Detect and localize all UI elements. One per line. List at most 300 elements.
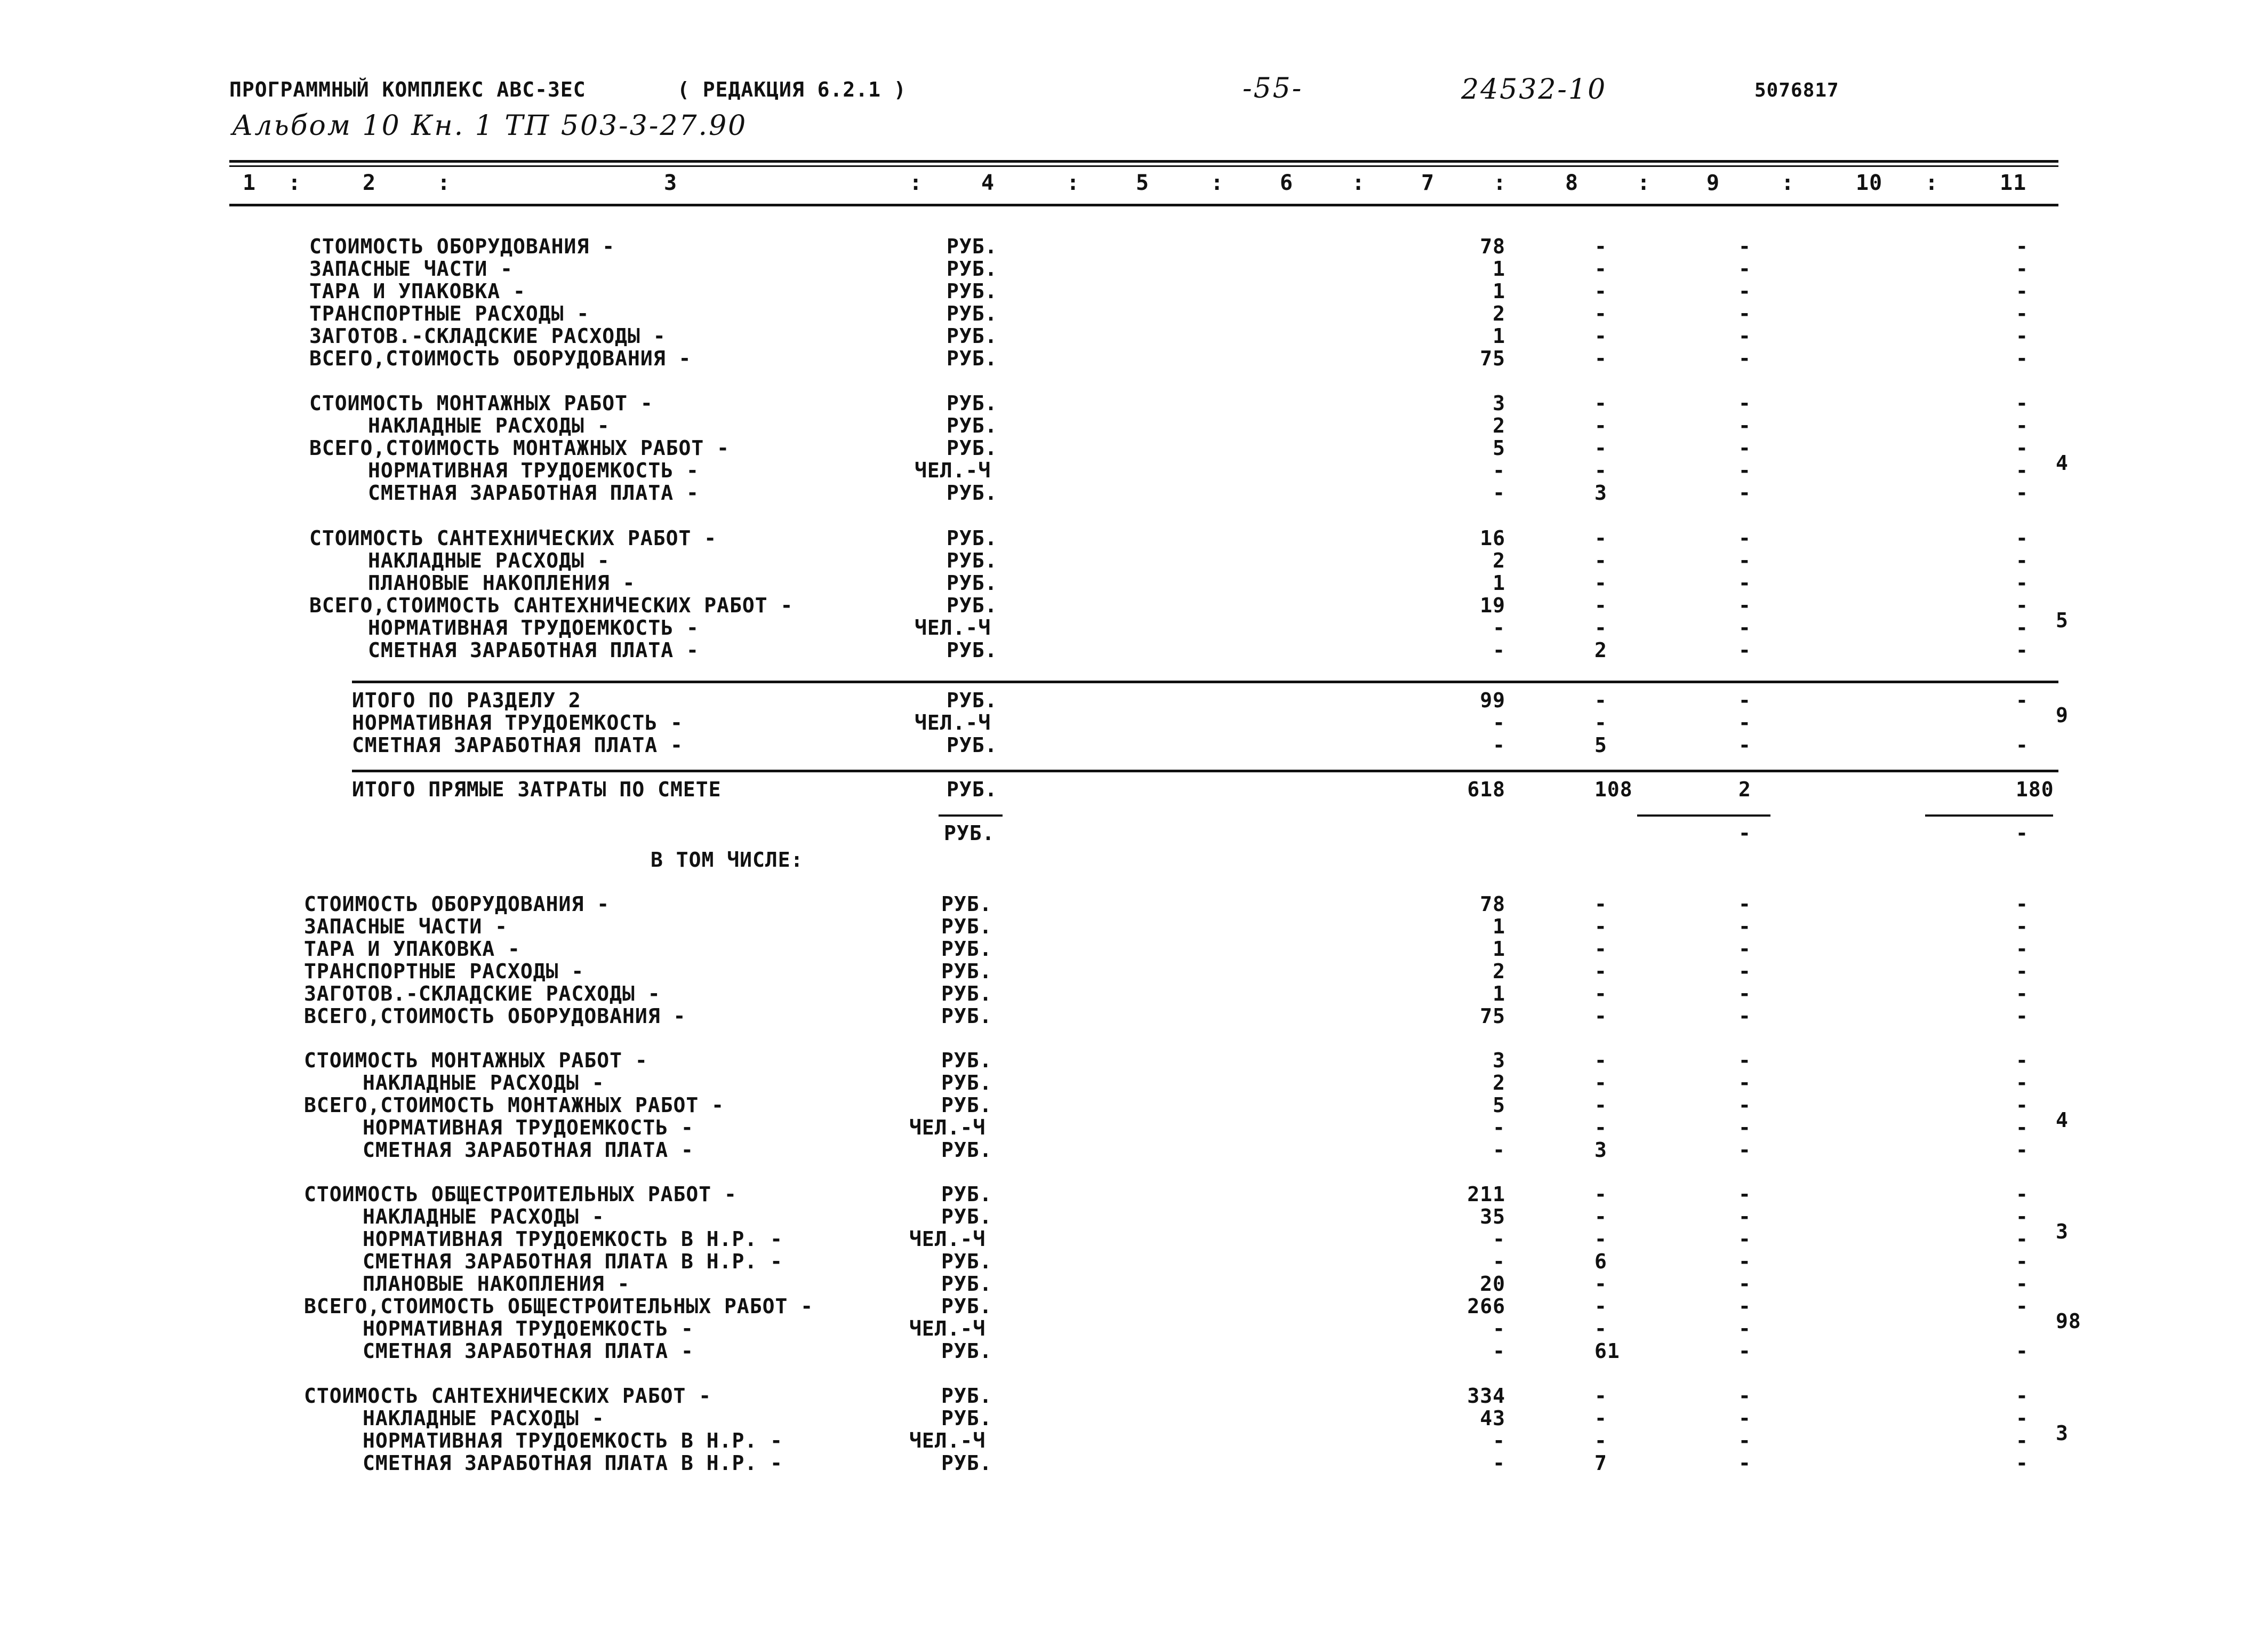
row-unit: РУБ. — [941, 1384, 992, 1408]
col8-value: 2 — [1594, 638, 1607, 662]
col8-value: - — [1594, 526, 1607, 550]
col9-value: - — [1738, 1317, 1751, 1340]
row-unit: РУБ. — [941, 1339, 992, 1363]
col11-value: - — [2016, 638, 2029, 662]
col8-value: - — [1594, 324, 1607, 348]
col8-value: - — [1594, 982, 1607, 1005]
col11-value: - — [2016, 982, 2029, 1005]
col7-value: 99 — [1480, 689, 1505, 712]
row-label: ПЛАНОВЫЕ НАКОПЛЕНИЯ - — [363, 1272, 630, 1296]
row-unit: РУБ. — [947, 549, 998, 572]
col11-subvalue: 3 — [2056, 1220, 2069, 1243]
row-unit: РУБ. — [947, 689, 998, 712]
col8-value: - — [1594, 689, 1607, 712]
col8-value: - — [1594, 1295, 1607, 1318]
col11-value: - — [2016, 689, 2029, 712]
col7-value: - — [1493, 481, 1505, 505]
row-label: СМЕТНАЯ ЗАРАБОТНАЯ ПЛАТА - — [363, 1138, 694, 1162]
row-label: ТРАНСПОРТНЫЕ РАСХОДЫ - — [304, 960, 584, 983]
col9-value: - — [1738, 414, 1751, 437]
row-unit: РУБ. — [941, 1250, 992, 1273]
col11-value: - — [2016, 1407, 2029, 1430]
row-label: НОРМАТИВНАЯ ТРУДОЕМКОСТЬ - — [363, 1116, 694, 1139]
col7-value: 20 — [1480, 1272, 1505, 1296]
col7-value: - — [1493, 1451, 1505, 1475]
row-unit: ЧЕЛ.-Ч — [915, 711, 991, 734]
col7-value: 78 — [1480, 235, 1505, 258]
col9-value: - — [1738, 391, 1751, 415]
col7-value: 334 — [1467, 1384, 1505, 1408]
col9-value: - — [1738, 1116, 1751, 1139]
column-separator: : — [1781, 171, 1795, 195]
column-header-10: 10 — [1856, 171, 1883, 195]
col8-value: - — [1594, 1384, 1607, 1408]
column-separator: : — [437, 171, 451, 195]
col9-value: - — [1738, 1071, 1751, 1094]
col9-value: - — [1738, 1272, 1751, 1296]
row-label: В ТОМ ЧИСЛЕ: — [651, 848, 804, 872]
row-unit: РУБ. — [947, 279, 998, 303]
row-unit: РУБ. — [947, 571, 998, 595]
col11-subvalue: 4 — [2056, 451, 2069, 475]
row-unit: РУБ. — [947, 733, 998, 757]
col7-value: 35 — [1480, 1205, 1505, 1228]
column-separator: : — [1493, 171, 1507, 195]
col11-subvalue: 5 — [2056, 609, 2069, 632]
row-unit: РУБ. — [941, 1182, 992, 1206]
row-unit: РУБ. — [947, 436, 998, 460]
col7-value: 5 — [1493, 1093, 1505, 1117]
col9-value: - — [1738, 1250, 1751, 1273]
col8-value: 61 — [1594, 1339, 1620, 1363]
col7-value: - — [1493, 1339, 1505, 1363]
col11-value: - — [2016, 1227, 2029, 1251]
col11-value: - — [2016, 1004, 2029, 1028]
grand-total-rule — [352, 770, 2058, 772]
col7-value: 75 — [1480, 1004, 1505, 1028]
col8-value: - — [1594, 436, 1607, 460]
row-unit: ЧЕЛ.-Ч — [909, 1227, 986, 1251]
col7-value: - — [1493, 638, 1505, 662]
col11-value: - — [2016, 594, 2029, 617]
col9-value: - — [1738, 1295, 1751, 1318]
col7-value: 618 — [1467, 778, 1505, 801]
col9-value: - — [1738, 1004, 1751, 1028]
col9-value: - — [1738, 616, 1751, 640]
col9-value: - — [1738, 1093, 1751, 1117]
col11-value: - — [2016, 414, 2029, 437]
row-label: НОРМАТИВНАЯ ТРУДОЕМКОСТЬ В Н.Р. - — [363, 1429, 783, 1452]
column-header-4: 4 — [981, 171, 995, 195]
col11-value: - — [2016, 1071, 2029, 1094]
col11-value: - — [2016, 1250, 2029, 1273]
col7-value: 16 — [1480, 526, 1505, 550]
row-label: НОРМАТИВНАЯ ТРУДОЕМКОСТЬ - — [352, 711, 683, 734]
row-unit: РУБ. — [947, 526, 998, 550]
col11-value: - — [2016, 1182, 2029, 1206]
row-unit: ЧЕЛ.-Ч — [909, 1429, 986, 1452]
col9-value: - — [1738, 892, 1751, 916]
row-label: ВСЕГО,СТОИМОСТЬ МОНТАЖНЫХ РАБОТ - — [309, 436, 730, 460]
col7-value: - — [1493, 1227, 1505, 1251]
row-label: ЗАПАСНЫЕ ЧАСТИ - — [304, 915, 508, 938]
row-unit: РУБ. — [941, 1004, 992, 1028]
row-unit: ЧЕЛ.-Ч — [915, 459, 991, 482]
col9-value: - — [1738, 982, 1751, 1005]
col9-value: - — [1738, 481, 1751, 505]
row-unit: ЧЕЛ.-Ч — [915, 616, 991, 640]
col11-value: - — [2016, 302, 2029, 325]
col9-value: - — [1738, 279, 1751, 303]
col7-value: - — [1493, 1138, 1505, 1162]
col9-value: - — [1738, 1227, 1751, 1251]
header-rule-bottom — [229, 204, 2058, 206]
row-label: НОРМАТИВНАЯ ТРУДОЕМКОСТЬ - — [368, 616, 699, 640]
col7-value: 1 — [1493, 937, 1505, 961]
col7-value: 5 — [1493, 436, 1505, 460]
col9-value: - — [1738, 302, 1751, 325]
row-unit: РУБ. — [947, 257, 998, 281]
col8-value: - — [1594, 391, 1607, 415]
col9-value: - — [1738, 436, 1751, 460]
column-separator: : — [1352, 171, 1366, 195]
col9-value: - — [1738, 347, 1751, 370]
row-unit: РУБ. — [947, 324, 998, 348]
col8-value: - — [1594, 235, 1607, 258]
col11-value: - — [2016, 324, 2029, 348]
col11-subvalue: 98 — [2056, 1309, 2081, 1333]
row-unit: РУБ. — [941, 960, 992, 983]
col11-subvalue: 4 — [2056, 1108, 2069, 1132]
col8-value: - — [1594, 1407, 1607, 1430]
row-label: НАКЛАДНЫЕ РАСХОДЫ - — [363, 1205, 605, 1228]
row-unit: РУБ. — [941, 1049, 992, 1072]
row-label: НАКЛАДНЫЕ РАСХОДЫ - — [363, 1071, 605, 1094]
col11-value: 180 — [2016, 778, 2054, 801]
col11-value: - — [2016, 892, 2029, 916]
row-label: ЗАГОТОВ.-СКЛАДСКИЕ РАСХОДЫ - — [309, 324, 666, 348]
row-label: СТОИМОСТЬ САНТЕХНИЧЕСКИХ РАБОТ - — [309, 526, 717, 550]
row-label: СМЕТНАЯ ЗАРАБОТНАЯ ПЛАТА - — [368, 481, 699, 505]
row-label: СМЕТНАЯ ЗАРАБОТНАЯ ПЛАТА - — [363, 1339, 694, 1363]
row-unit: РУБ. — [947, 594, 998, 617]
col8-value: - — [1594, 1004, 1607, 1028]
column-separator: : — [1067, 171, 1080, 195]
col7-value: 266 — [1467, 1295, 1505, 1318]
col11-value: - — [2016, 459, 2029, 482]
column-header-3: 3 — [664, 171, 678, 195]
col9-value: - — [1738, 915, 1751, 938]
row-unit: РУБ. — [941, 1071, 992, 1094]
row-unit: РУБ. — [941, 1093, 992, 1117]
row-label: ТРАНСПОРТНЫЕ РАСХОДЫ - — [309, 302, 590, 325]
row-label: ВСЕГО,СТОИМОСТЬ ОБОРУДОВАНИЯ - — [309, 347, 692, 370]
col9-underline — [1637, 814, 1770, 817]
row-unit: ЧЕЛ.-Ч — [909, 1317, 986, 1340]
col11-value: - — [2016, 526, 2029, 550]
col9-value: - — [1738, 821, 1751, 845]
col9-value: - — [1738, 1339, 1751, 1363]
col8-value: - — [1594, 915, 1607, 938]
row-label: СТОИМОСТЬ МОНТАЖНЫХ РАБОТ - — [304, 1049, 648, 1072]
col7-value: - — [1493, 1250, 1505, 1273]
col9-value: - — [1738, 571, 1751, 595]
col11-value: - — [2016, 347, 2029, 370]
col11-value: - — [2016, 279, 2029, 303]
col11-value: - — [2016, 391, 2029, 415]
col7-value: 2 — [1493, 414, 1505, 437]
row-label: НОРМАТИВНАЯ ТРУДОЕМКОСТЬ В Н.Р. - — [363, 1227, 783, 1251]
col11-value: - — [2016, 960, 2029, 983]
row-label: СТОИМОСТЬ ОБОРУДОВАНИЯ - — [304, 892, 610, 916]
row-unit: РУБ. — [947, 391, 998, 415]
col8-value: - — [1594, 937, 1607, 961]
col7-value: 2 — [1493, 549, 1505, 572]
col7-value: 19 — [1480, 594, 1505, 617]
row-label: ВСЕГО,СТОИМОСТЬ МОНТАЖНЫХ РАБОТ - — [304, 1093, 724, 1117]
row-label: ТАРА И УПАКОВКА - — [309, 279, 526, 303]
col11-value: - — [2016, 1339, 2029, 1363]
col8-value: - — [1594, 960, 1607, 983]
col8-value: - — [1594, 549, 1607, 572]
col7-value: 1 — [1493, 571, 1505, 595]
col9-value: - — [1738, 324, 1751, 348]
col9-value: - — [1738, 1049, 1751, 1072]
row-label: ИТОГО ПРЯМЫЕ ЗАТРАТЫ ПО СМЕТЕ — [352, 778, 722, 801]
row-label: ПЛАНОВЫЕ НАКОПЛЕНИЯ - — [368, 571, 636, 595]
doc-code: 5076817 — [1754, 79, 1839, 101]
col9-value: - — [1738, 638, 1751, 662]
col8-value: 3 — [1594, 481, 1607, 505]
album-reference: Альбом 10 Кн. 1 ТП 503-3-27.90 — [232, 110, 748, 142]
col8-value: - — [1594, 459, 1607, 482]
row-label: СМЕТНАЯ ЗАРАБОТНАЯ ПЛАТА - — [368, 638, 699, 662]
col8-value: - — [1594, 1116, 1607, 1139]
col8-value: - — [1594, 892, 1607, 916]
col7-value: 1 — [1493, 279, 1505, 303]
row-label: СТОИМОСТЬ ОБОРУДОВАНИЯ - — [309, 235, 615, 258]
row-unit: РУБ. — [947, 414, 998, 437]
col9-value: - — [1738, 1407, 1751, 1430]
col11-value: - — [2016, 1295, 2029, 1318]
row-label: ЗАГОТОВ.-СКЛАДСКИЕ РАСХОДЫ - — [304, 982, 661, 1005]
col11-value: - — [2016, 1138, 2029, 1162]
row-label: НАКЛАДНЫЕ РАСХОДЫ - — [363, 1407, 605, 1430]
col11-value: - — [2016, 549, 2029, 572]
col8-value: - — [1594, 616, 1607, 640]
col7-value: - — [1493, 711, 1505, 734]
col9-value: 2 — [1738, 778, 1751, 801]
col11-value: - — [2016, 616, 2029, 640]
row-label: НАКЛАДНЫЕ РАСХОДЫ - — [368, 549, 610, 572]
col8-value: - — [1594, 1317, 1607, 1340]
col9-value: - — [1738, 1138, 1751, 1162]
row-unit: РУБ. — [941, 1272, 992, 1296]
col8-value: - — [1594, 594, 1607, 617]
row-label: СТОИМОСТЬ МОНТАЖНЫХ РАБОТ - — [309, 391, 653, 415]
col8-value: 7 — [1594, 1451, 1607, 1475]
row-unit: РУБ. — [941, 937, 992, 961]
col7-value: 1 — [1493, 257, 1505, 281]
page-number: -55- — [1243, 73, 1303, 105]
col8-value: - — [1594, 711, 1607, 734]
col8-value: - — [1594, 257, 1607, 281]
column-header-11: 11 — [2000, 171, 2027, 195]
col11-underline — [1925, 814, 2053, 817]
col11-value: - — [2016, 1093, 2029, 1117]
row-label: СТОИМОСТЬ САНТЕХНИЧЕСКИХ РАБОТ - — [304, 1384, 712, 1408]
col11-value: - — [2016, 1384, 2029, 1408]
column-separator: : — [288, 171, 302, 195]
row-unit: РУБ. — [947, 302, 998, 325]
col9-value: - — [1738, 235, 1751, 258]
col8-value: - — [1594, 347, 1607, 370]
col11-value: - — [2016, 436, 2029, 460]
col7-value: 75 — [1480, 347, 1505, 370]
col8-value: - — [1594, 1093, 1607, 1117]
col8-value: - — [1594, 279, 1607, 303]
col9-value: - — [1738, 937, 1751, 961]
col7-value: 1 — [1493, 324, 1505, 348]
col8-value: - — [1594, 414, 1607, 437]
col8-value: 3 — [1594, 1138, 1607, 1162]
col7-value: - — [1493, 733, 1505, 757]
col7-value: - — [1493, 616, 1505, 640]
col9-value: - — [1738, 1182, 1751, 1206]
row-unit: РУБ. — [941, 1205, 992, 1228]
column-separator: : — [1925, 171, 1939, 195]
col9-value: - — [1738, 733, 1751, 757]
col7-value: 78 — [1480, 892, 1505, 916]
col7-value: 2 — [1493, 960, 1505, 983]
col11-value: - — [2016, 1272, 2029, 1296]
row-unit: РУБ. — [941, 1295, 992, 1318]
col7-value: 3 — [1493, 391, 1505, 415]
row-label: ВСЕГО,СТОИМОСТЬ ОБЩЕСТРОИТЕЛЬНЫХ РАБОТ - — [304, 1295, 814, 1318]
row-label: СТОИМОСТЬ ОБЩЕСТРОИТЕЛЬНЫХ РАБОТ - — [304, 1182, 737, 1206]
col8-value: - — [1594, 1272, 1607, 1296]
col7-value: 43 — [1480, 1407, 1505, 1430]
col11-value: - — [2016, 235, 2029, 258]
col11-subvalue: 3 — [2056, 1421, 2069, 1445]
row-label: СМЕТНАЯ ЗАРАБОТНАЯ ПЛАТА - — [352, 733, 683, 757]
col11-value: - — [2016, 1116, 2029, 1139]
row-unit: РУБ. — [947, 778, 998, 801]
col11-value: - — [2016, 481, 2029, 505]
col8-value: 108 — [1594, 778, 1633, 801]
row-label: ВСЕГО,СТОИМОСТЬ ОБОРУДОВАНИЯ - — [304, 1004, 686, 1028]
row-unit: ЧЕЛ.-Ч — [909, 1116, 986, 1139]
row-unit: РУБ. — [941, 1138, 992, 1162]
col8-value: - — [1594, 1205, 1607, 1228]
row-label: СМЕТНАЯ ЗАРАБОТНАЯ ПЛАТА В Н.Р. - — [363, 1451, 783, 1475]
col11-subvalue: 9 — [2056, 704, 2069, 727]
row-label: НОРМАТИВНАЯ ТРУДОЕМКОСТЬ - — [368, 459, 699, 482]
row-unit: РУБ. — [941, 982, 992, 1005]
col9-value: - — [1738, 526, 1751, 550]
col9-value: - — [1738, 1451, 1751, 1475]
col8-value: - — [1594, 1182, 1607, 1206]
row-label: ИТОГО ПО РАЗДЕЛУ 2 — [352, 689, 581, 712]
col7-value: 3 — [1493, 1049, 1505, 1072]
program-edition: ( РЕДАКЦИЯ 6.2.1 ) — [677, 78, 907, 101]
col11-value: - — [2016, 571, 2029, 595]
row-unit: РУБ. — [947, 481, 998, 505]
row-unit: РУБ. — [947, 638, 998, 662]
row-unit: РУБ. — [947, 347, 998, 370]
row-label: СМЕТНАЯ ЗАРАБОТНАЯ ПЛАТА В Н.Р. - — [363, 1250, 783, 1273]
col9-value: - — [1738, 459, 1751, 482]
col8-value: - — [1594, 302, 1607, 325]
row-unit: РУБ. — [941, 892, 992, 916]
column-header-5: 5 — [1136, 171, 1150, 195]
col8-value: - — [1594, 1049, 1607, 1072]
unit-underline — [939, 814, 1003, 817]
col7-value: - — [1493, 1317, 1505, 1340]
col8-value: - — [1594, 1227, 1607, 1251]
column-header-8: 8 — [1565, 171, 1579, 195]
column-separator: : — [909, 171, 923, 195]
column-header-2: 2 — [363, 171, 376, 195]
row-label: ЗАПАСНЫЕ ЧАСТИ - — [309, 257, 514, 281]
row-unit: РУБ. — [947, 235, 998, 258]
col9-value: - — [1738, 711, 1751, 734]
col11-value: - — [2016, 821, 2029, 845]
row-label: ТАРА И УПАКОВКА - — [304, 937, 520, 961]
col7-value: 2 — [1493, 302, 1505, 325]
header-rule-top — [229, 160, 2058, 163]
column-header-7: 7 — [1421, 171, 1435, 195]
col11-value: - — [2016, 1205, 2029, 1228]
col11-value: - — [2016, 1451, 2029, 1475]
col11-value: - — [2016, 1429, 2029, 1452]
col9-value: - — [1738, 549, 1751, 572]
col7-value: 2 — [1493, 1071, 1505, 1094]
col9-value: - — [1738, 257, 1751, 281]
row-label: ВСЕГО,СТОИМОСТЬ САНТЕХНИЧЕСКИХ РАБОТ - — [309, 594, 794, 617]
column-separator: : — [1211, 171, 1224, 195]
column-header-9: 9 — [1706, 171, 1720, 195]
col7-value: 1 — [1493, 982, 1505, 1005]
col11-value: - — [2016, 1049, 2029, 1072]
header-rule-top-2 — [229, 165, 2058, 167]
col9-value: - — [1738, 594, 1751, 617]
row-unit: РУБ. — [944, 821, 995, 845]
row-label: НАКЛАДНЫЕ РАСХОДЫ - — [368, 414, 610, 437]
col7-value: - — [1493, 459, 1505, 482]
col9-value: - — [1738, 689, 1751, 712]
col9-value: - — [1738, 1384, 1751, 1408]
col7-value: 1 — [1493, 915, 1505, 938]
col8-value: 5 — [1594, 733, 1607, 757]
column-separator: : — [1637, 171, 1651, 195]
column-header-1: 1 — [243, 171, 257, 195]
column-header-6: 6 — [1280, 171, 1294, 195]
doc-number: 24532-10 — [1461, 74, 1607, 106]
col8-value: - — [1594, 1429, 1607, 1452]
col8-value: - — [1594, 571, 1607, 595]
col11-value: - — [2016, 733, 2029, 757]
col7-value: 211 — [1467, 1182, 1505, 1206]
col9-value: - — [1738, 960, 1751, 983]
col11-value: - — [2016, 257, 2029, 281]
col9-value: - — [1738, 1205, 1751, 1228]
row-unit: РУБ. — [941, 1407, 992, 1430]
program-name: ПРОГРАММНЫЙ КОМПЛЕКС АВС-ЗЕС — [229, 78, 586, 101]
col9-value: - — [1738, 1429, 1751, 1452]
col7-value: - — [1493, 1429, 1505, 1452]
col7-value: - — [1493, 1116, 1505, 1139]
